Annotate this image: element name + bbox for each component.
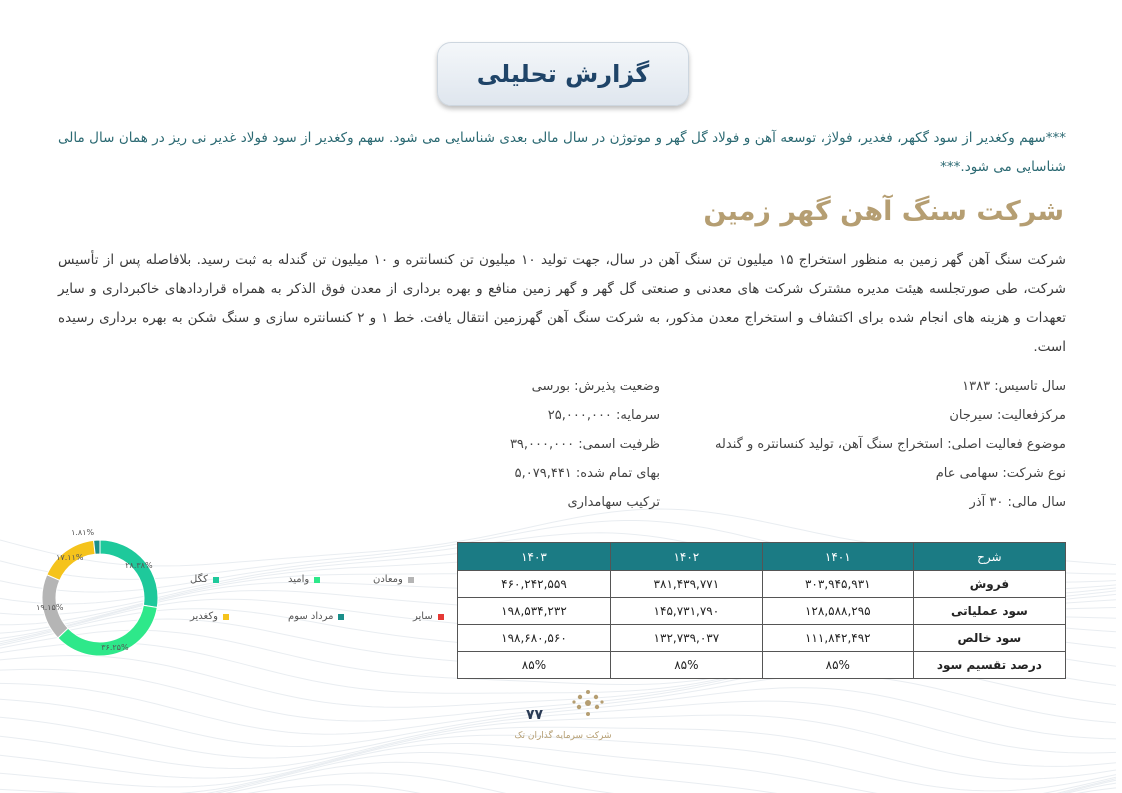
table-row (458, 625, 1066, 652)
col-header-1402: ۱۴۰۲ (610, 543, 762, 571)
col-header-1403: ۱۴۰۳ (458, 543, 611, 571)
table-cell: ۸۵% (610, 652, 762, 679)
table-cell: ۱۴۵,۷۳۱,۷۹۰ (610, 598, 762, 625)
table-cell: ۸۵% (458, 652, 611, 679)
legend-label: سایر (413, 611, 433, 622)
donut-slice-label: ۱۷.۱۱% (56, 552, 84, 562)
donut-slice-label: ۱۹.۱۵% (36, 602, 64, 612)
legend-swatch (223, 614, 229, 620)
info-capacity: ظرفیت اسمی: ۳۹,۰۰۰,۰۰۰ (509, 437, 660, 452)
legend-swatch (213, 577, 219, 583)
donut-slice-label: ۲۸.۳۸% (125, 561, 153, 570)
col-header-description: شرح (913, 543, 1065, 571)
table-cell: ۴۶۰,۲۴۲,۵۵۹ (458, 571, 611, 598)
donut-slice (100, 540, 158, 608)
info-capital: سرمایه: ۲۵,۰۰۰,۰۰۰ (547, 408, 660, 423)
info-activity: موضوع فعالیت اصلی: استخراج سنگ آهن، تولید کنسانتره و گندله (714, 437, 1066, 452)
legend-item-vkghadir (190, 611, 229, 622)
table-row (458, 571, 1066, 598)
info-center: مرکزفعالیت: سیرجان (949, 408, 1066, 423)
company-info-right (666, 372, 1066, 517)
table-row (458, 598, 1066, 625)
company-title: شرکت سنگ آهن گهر زمین (703, 196, 1064, 227)
legend-swatch (338, 614, 344, 620)
shareholders-donut-chart (30, 528, 170, 668)
info-shareholders-heading: ترکیب سهامداری (567, 495, 660, 510)
legend-item-other (413, 611, 444, 622)
table-header-row (458, 543, 1066, 571)
donut-slice (94, 540, 100, 554)
table-row (458, 652, 1066, 679)
logo-mark-text: ۷۷ (526, 707, 544, 723)
info-fiscal-year: سال مالی: ۳۰ آذر (969, 495, 1066, 510)
table-cell: ۱۳۲,۷۳۹,۰۳۷ (610, 625, 762, 652)
logo-mark-icon (572, 690, 603, 716)
legend-label: ومعادن (373, 574, 403, 585)
company-logo (508, 686, 618, 746)
row-label-sales: فروش (913, 571, 1065, 598)
table-cell: ۳۰۳,۹۴۵,۹۳۱ (762, 571, 913, 598)
legend-label: وکغدیر (190, 611, 218, 622)
legend-item-vamid (288, 574, 320, 585)
company-description: شرکت سنگ آهن گهر زمین به منظور استخراج ۱۵ میلیون تن سنگ آهن در سال، جهت تولید ۱۰ میلیون تن کنسانتره و ۱۰ میلیون تن گندله به ثبت رسید. بلافاصله پس از تأسیس شرکت، طی صورتجلسه هیئت مدیره مشترک شرکت های معدنی و صنعتی گل گهر و گهر زمین منافع و بهره برداری از معدن فوق الذکر به همراه قراردادهای خاکبرداری و سایر تعهدات و هزینه های انجام شده برای اکتشاف و استخراج معدن مذکور، به شرکت سنگ آهن گهرزمین انتقال یافت. خط ۱ و ۲ کنسانتره سازی و سنگ شکن به بهره برداری رسیده است. (58, 252, 1066, 355)
row-label-net-profit: سود خالص (913, 625, 1065, 652)
info-company-type: نوع شرکت: سهامی عام (935, 466, 1066, 481)
legend-swatch (408, 577, 414, 583)
logo-name: شرکت سرمایه گذاران تک (514, 731, 612, 741)
legend-item-vmaaden (373, 574, 414, 585)
table-cell: ۳۸۱,۴۳۹,۷۷۱ (610, 571, 762, 598)
legend-label: وامید (288, 574, 310, 585)
legend-swatch (438, 614, 444, 620)
info-founded: سال تاسیس: ۱۳۸۳ (962, 379, 1066, 394)
info-cost: بهای تمام شده: ۵,۰۷۹,۴۴۱ (514, 466, 660, 481)
company-info-left (460, 372, 660, 517)
financial-table (457, 542, 1066, 679)
legend-label: مرداد سوم (288, 611, 334, 622)
table-cell: ۱۲۸,۵۸۸,۲۹۵ (762, 598, 913, 625)
donut-slice-label: ۱.۸۱% (71, 528, 95, 538)
note-paragraph: ***سهم وکغدیر از سود گکهر، فغدیر، فولاژ، توسعه آهن و فولاد گل گهر و موتوژن در سال مالی بعدی شناسایی می شود. سهم وکغدیر از سود فولاد غدیر نی ریز در همان سال مالی شناسایی می شود.*** (58, 130, 1066, 175)
page-title: گزارش تحلیلی (437, 42, 689, 106)
legend-label: کگل (190, 574, 208, 585)
legend-item-kgol (190, 574, 219, 585)
table-cell: ۱۹۸,۵۳۴,۲۳۲ (458, 598, 611, 625)
legend-swatch (314, 577, 320, 583)
table-cell: ۱۹۸,۶۸۰,۵۶۰ (458, 625, 611, 652)
col-header-1401: ۱۴۰۱ (762, 543, 913, 571)
info-listing-status: وضعیت پذیرش: بورسی (531, 379, 660, 394)
row-label-dividend-percent: درصد تقسیم سود (913, 652, 1065, 679)
row-label-operating-profit: سود عملیاتی (913, 598, 1065, 625)
legend-item-mordad-sevom (288, 611, 344, 622)
donut-slice-label: ۳۶.۲۵% (101, 642, 129, 652)
chart-legend (185, 566, 445, 626)
table-cell: ۸۵% (762, 652, 913, 679)
table-cell: ۱۱۱,۸۴۲,۴۹۲ (762, 625, 913, 652)
